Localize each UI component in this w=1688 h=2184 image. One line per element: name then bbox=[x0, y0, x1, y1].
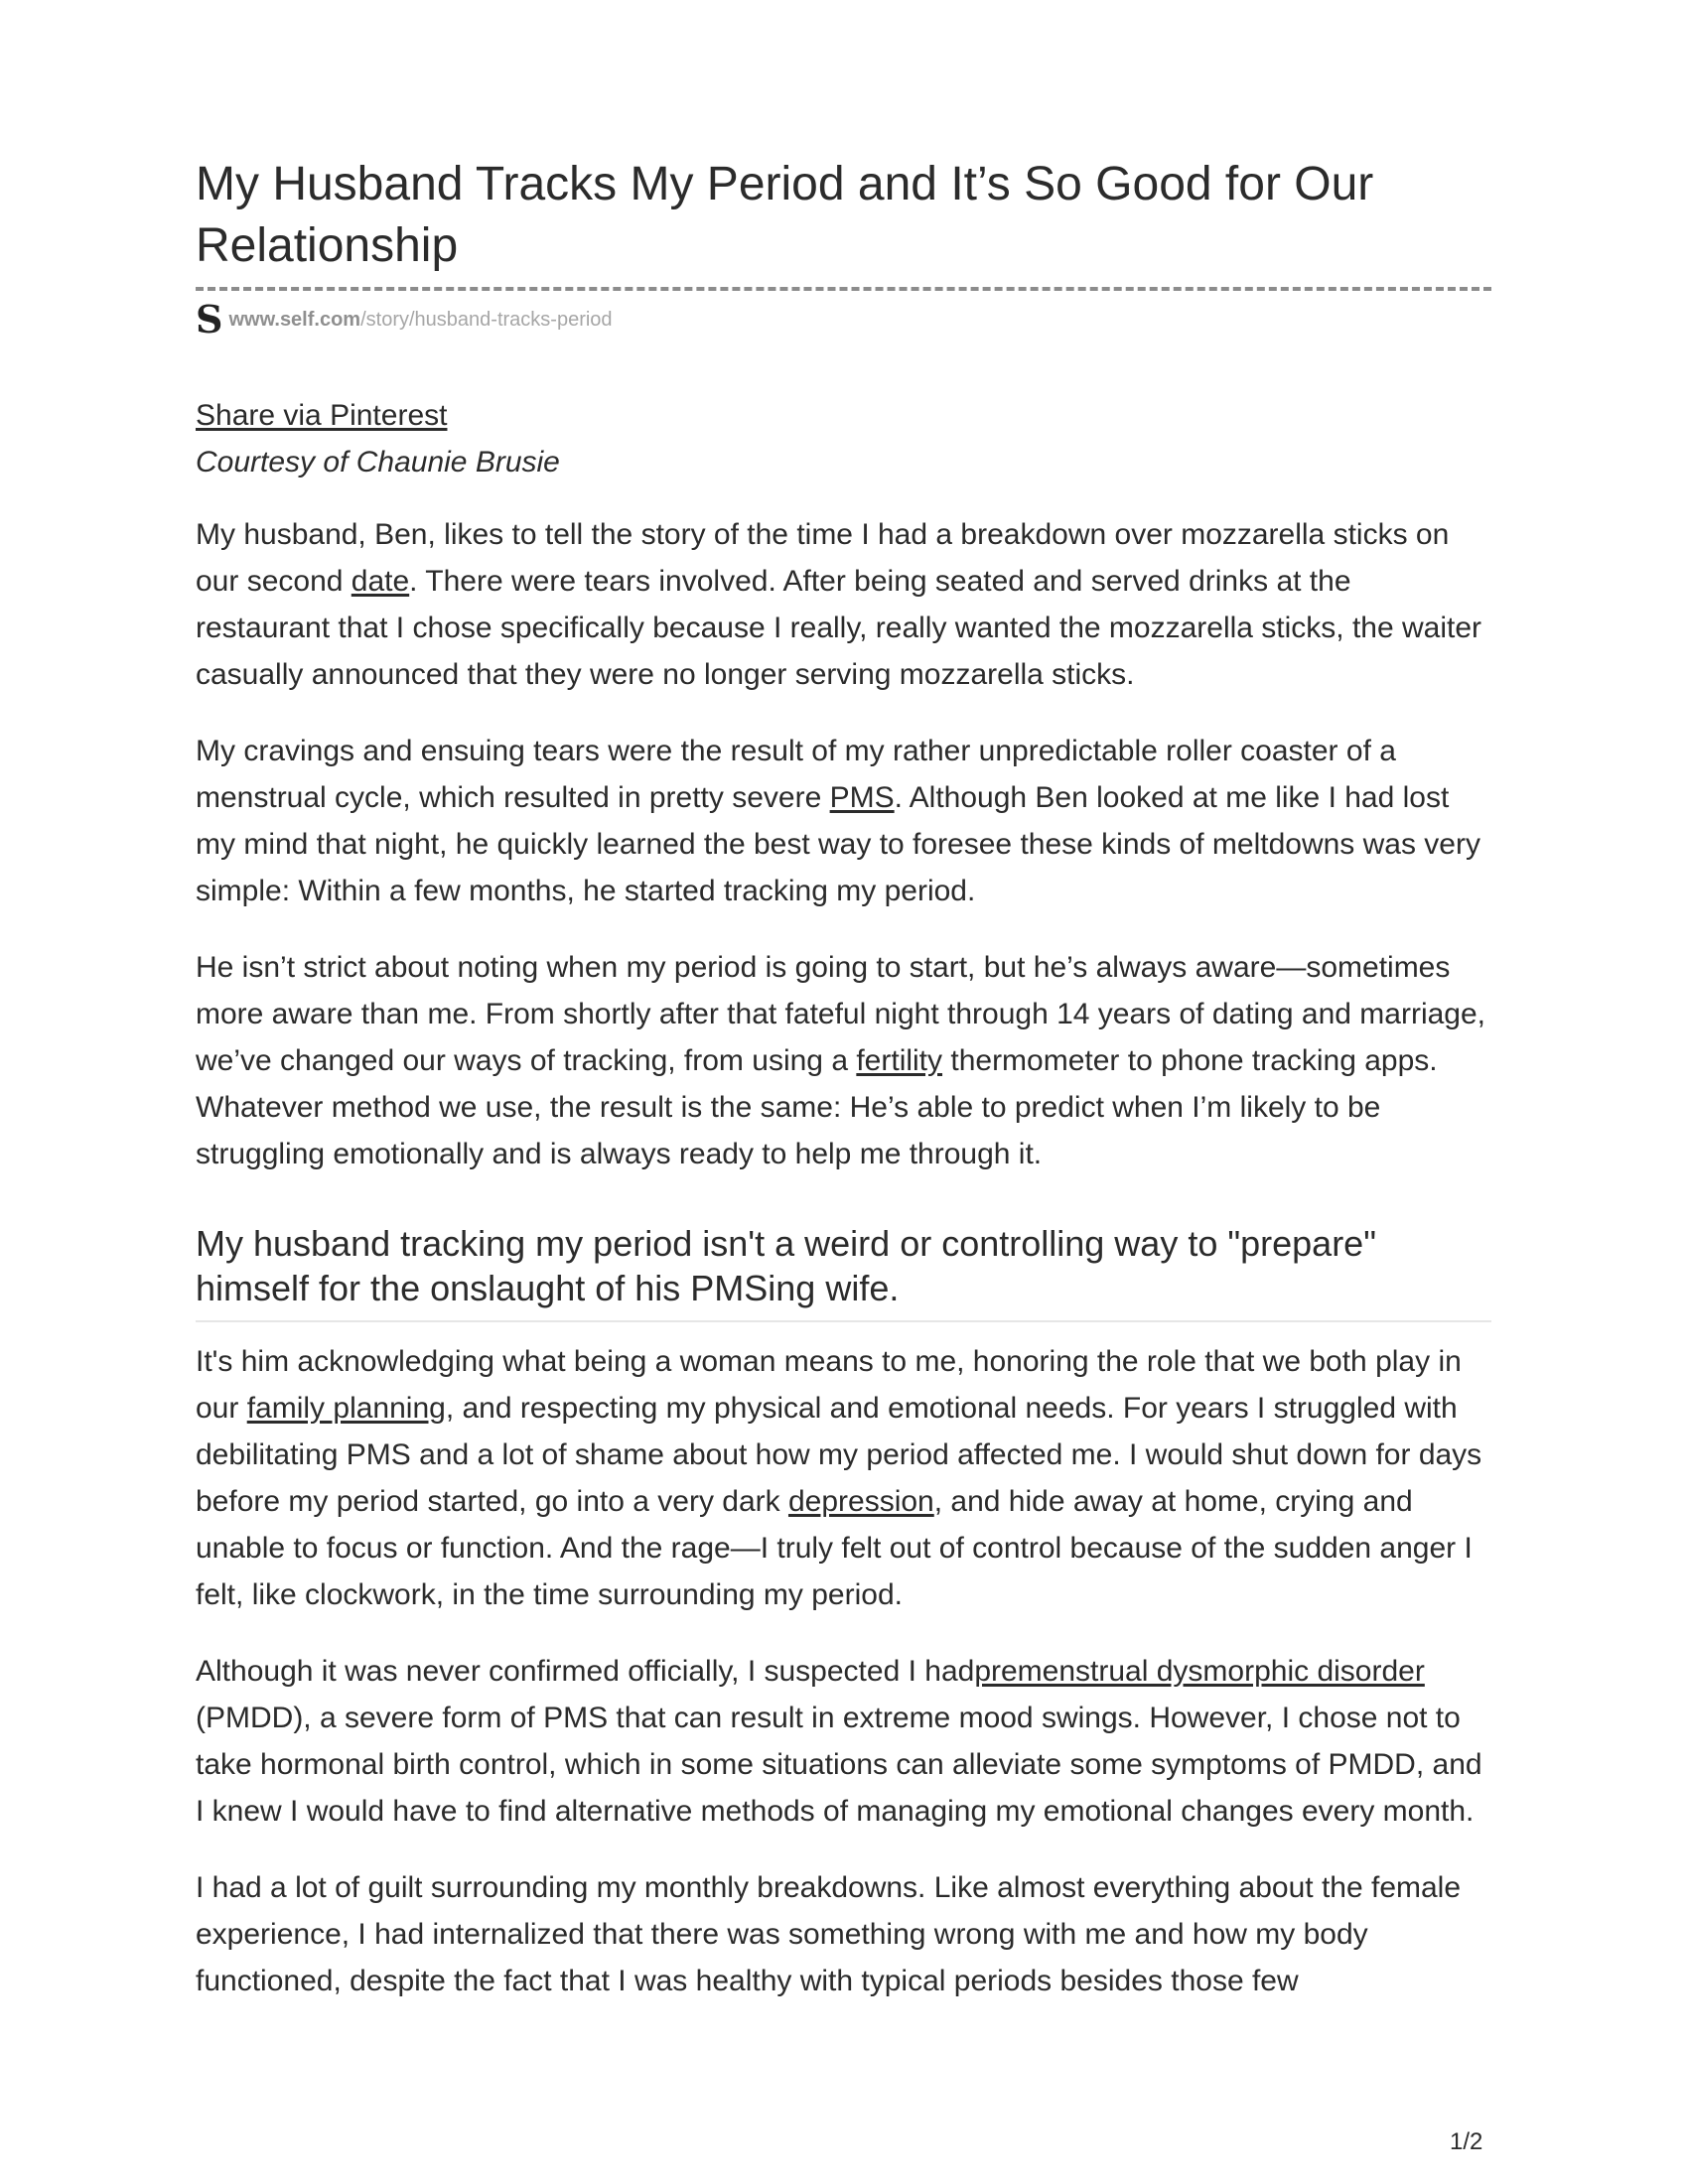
paragraph-1 bbox=[196, 511, 1491, 698]
article-page bbox=[196, 154, 1491, 2034]
paragraph-4 bbox=[196, 1338, 1491, 1618]
section-subheading: My husband tracking my period isn't a weird or controlling way to "prepare" himself for the onslaught of his PMSing wife. bbox=[196, 1221, 1491, 1322]
source-domain: www.self.com bbox=[228, 308, 361, 331]
text-span: thermometer to phone tracking apps. Whatever method we use, the result is the same: He’s able to predict when I’m likely to be struggling emotionally and is always ready to help me through it. bbox=[196, 1044, 1438, 1170]
text-span: . Although Ben looked at me like I had lost my mind that night, he quickly learned the best way to foresee these kinds of meltdowns was very simple: Within a few months, he started tracking my period. bbox=[196, 781, 1480, 907]
text-span: . There were tears involved. After being seated and served drinks at the restaurant that I chose specifically because I really, really wanted the mozzarella sticks, the waiter casually announced that they were no longer serving mozzarella sticks. bbox=[196, 565, 1482, 691]
paragraph-2 bbox=[196, 728, 1491, 914]
fertility-link[interactable]: fertility bbox=[856, 1044, 943, 1077]
article-title: My Husband Tracks My Period and It’s So Good for Our Relationship bbox=[196, 158, 1374, 272]
date-link[interactable]: date bbox=[351, 565, 410, 598]
share-pinterest-link[interactable]: Share via Pinterest bbox=[196, 399, 448, 432]
text-span: Although it was never confirmed officially, I suspected I had bbox=[196, 1655, 975, 1688]
source-line bbox=[196, 297, 1491, 341]
pms-link[interactable]: PMS bbox=[829, 781, 895, 814]
paragraph-5 bbox=[196, 1648, 1491, 1835]
page-number: 1/2 bbox=[1450, 2128, 1483, 2155]
text-span: He isn’t strict about noting when my period is going to start, but he’s always aware—sometimes more aware than me. From shortly after that fateful night through 14 years of dating and marriage, we’ve changed our ways of tracking, from using a bbox=[196, 951, 1486, 1077]
depression-link[interactable]: depression bbox=[787, 1485, 934, 1518]
family-planning-link[interactable]: family planning bbox=[246, 1392, 446, 1425]
photo-credit: Courtesy of Chaunie Brusie bbox=[196, 446, 560, 478]
text-span: (PMDD), a severe form of PMS that can result in extreme mood swings. However, I chose not to take hormonal birth control, which in some situations can alleviate some symptoms of PMDD, and I knew I would have to find alternative methods of managing my emotional changes every month. bbox=[196, 1702, 1482, 1828]
source-path: /story/husband-tracks-period bbox=[360, 308, 613, 331]
text-span: My husband, Ben, likes to tell the story of the time I had a breakdown over mozzarella sticks on our second bbox=[196, 518, 1450, 598]
title-divider bbox=[196, 287, 1491, 291]
text-span: My cravings and ensuing tears were the result of my rather unpredictable roller coaster of a menstrual cycle, which resulted in pretty severe bbox=[196, 735, 1396, 814]
source-url[interactable] bbox=[228, 309, 612, 332]
pmdd-link[interactable]: premenstrual dysmorphic disorder bbox=[974, 1655, 1425, 1688]
text-span: It's him acknowledging what being a woman means to me, honoring the role that we both play in our bbox=[196, 1345, 1462, 1425]
self-logo-icon: S bbox=[196, 297, 223, 341]
paragraph-6: I had a lot of guilt surrounding my monthly breakdowns. Like almost everything about the female experience, I had internalized that there was something wrong with me and how my body functioned, despite the fact that I was healthy with typical periods besides those few bbox=[196, 1871, 1462, 1997]
text-span: , and hide away at home, crying and unable to focus or function. And the rage—I truly felt out of control because of the sudden anger I felt, like clockwork, in the time surrounding my period. bbox=[196, 1485, 1473, 1611]
paragraph-3 bbox=[196, 944, 1491, 1177]
text-span: , and respecting my physical and emotional needs. For years I struggled with debilitating PMS and a lot of shame about how my period affected me. I would shut down for days before my period started, go into a very dark bbox=[196, 1392, 1482, 1518]
